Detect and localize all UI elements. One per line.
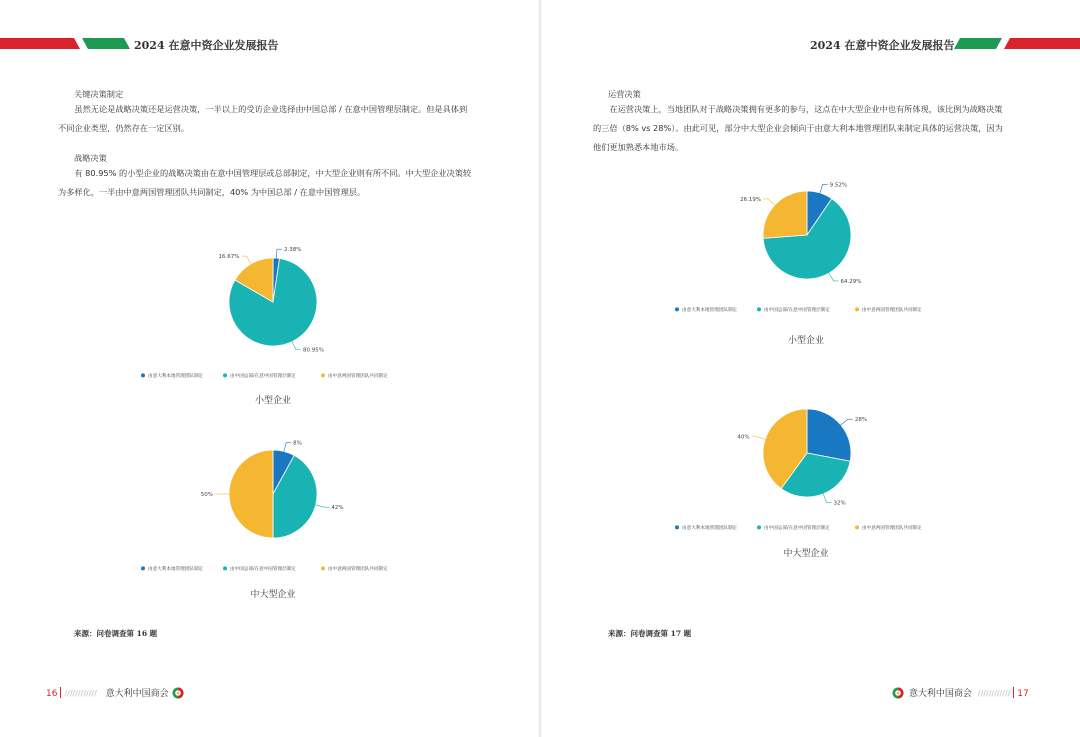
data-label: 42%	[331, 505, 344, 512]
paragraph-line: 虽然无论是战略决策还是运营决策，一半以上的受访企业选择由中国总部 / 在意中国管理层制定。但是具体到	[74, 104, 468, 114]
legend-marker	[321, 373, 325, 377]
footer-slashes: ////////////	[977, 689, 1011, 698]
data-label: 16.67%	[218, 254, 240, 261]
data-label: 80.95%	[303, 347, 324, 354]
legend-marker	[321, 566, 325, 570]
legend-marker	[675, 307, 679, 311]
legend-label: 由中国总部/在意中国管理层制定	[230, 567, 296, 572]
legend-marker	[757, 525, 761, 529]
header-stripe	[954, 38, 1080, 49]
header-stripe	[0, 38, 130, 49]
data-label: 50%	[200, 492, 213, 498]
leader-line	[314, 504, 330, 507]
legend-label: 由意大利本地管理团队制定	[148, 374, 204, 379]
leader-line	[752, 437, 767, 440]
pie-svg	[140, 243, 420, 383]
legend-label: 由中国总部/在意中国管理层制定	[230, 374, 296, 379]
footer	[46, 686, 184, 699]
chart-caption: 小型企业	[254, 396, 291, 406]
header-title: 2024 在意中资企业发展报告	[134, 39, 279, 52]
page-number: 16	[46, 689, 58, 699]
pie-svg	[674, 182, 954, 317]
paragraph-line: 他们更加熟悉本地市场。	[593, 142, 684, 152]
chart-caption: 中大型企业	[250, 590, 296, 600]
chart-caption: 中大型企业	[783, 549, 829, 559]
data-label: 40%	[737, 434, 750, 441]
paragraph-line: 不同企业类型，仍然存在一定区别。	[58, 123, 190, 133]
legend-marker	[141, 566, 145, 570]
legend-marker	[223, 373, 227, 377]
data-label: 9.52%	[829, 182, 848, 189]
org-name: 意大利中国商会	[908, 689, 972, 699]
footer-divider	[60, 687, 61, 698]
legend-label: 由中国总部/在意中国管理层制定	[764, 526, 830, 531]
paragraph-line: 为多样化，一半由中意两国管理团队共同制定，40% 为中国总部 / 在意中国管理层。	[58, 187, 366, 197]
paragraph	[593, 100, 1033, 157]
legend-label: 由中国总部/在意中国管理层制定	[764, 308, 830, 313]
pie-chart-medium-large-operational	[674, 400, 954, 535]
legend-label: 由意大利本地管理团队制定	[682, 526, 738, 531]
legend-label: 由意大利本地管理团队制定	[148, 567, 204, 572]
section-heading: 关键决策制定	[74, 89, 124, 99]
paragraph-line: 有 80.95% 的小型企业的战略决策由在意中国管理层或总部制定，中大型企业则有所不同。中大型企业决策较	[74, 168, 472, 178]
chart-caption: 小型企业	[787, 336, 824, 346]
data-label: 32%	[833, 500, 846, 507]
right-page	[540, 0, 1080, 737]
legend-label: 由中意两国管理团队共同制定	[328, 567, 388, 572]
footer-slashes: ////////////	[64, 689, 97, 698]
data-label: 26.19%	[740, 196, 762, 203]
legend-marker	[757, 307, 761, 311]
section-heading: 运营决策	[608, 89, 641, 99]
legend-marker	[855, 525, 859, 529]
legend-marker	[675, 525, 679, 529]
pie-chart-small-strategic	[140, 243, 420, 383]
source-note: 来源：问卷调查第 17 题	[608, 629, 692, 638]
data-label: 8%	[293, 440, 302, 447]
pie-svg	[140, 436, 420, 576]
page-number: 17	[1017, 689, 1029, 699]
pie-slice-3	[763, 191, 807, 238]
chamber-logo-icon	[172, 687, 184, 699]
source-note: 来源：问卷调查第 16 题	[74, 629, 158, 638]
legend-label: 由意大利本地管理团队制定	[682, 308, 738, 313]
legend-label: 由中意两国管理团队共同制定	[328, 374, 388, 379]
footer-divider	[1013, 687, 1014, 698]
header-title: 2024 在意中资企业发展报告	[810, 39, 955, 52]
legend-label: 由中意两国管理团队共同制定	[862, 308, 922, 313]
paragraph	[58, 100, 498, 138]
pie-svg	[674, 400, 954, 535]
org-name: 意大利中国商会	[105, 689, 169, 699]
data-label: 64.29%	[840, 278, 862, 285]
data-label: 2.38%	[283, 247, 302, 254]
data-label: 28%	[854, 417, 868, 424]
paragraph-line: 的三倍（8% vs 28%）。由此可见，部分中大型企业会倾向于由意大利本地管理团队来制定具体的运营决策，因为	[593, 123, 1003, 133]
pie-slice-3	[229, 450, 273, 538]
legend-label: 由中意两国管理团队共同制定	[862, 526, 922, 531]
legend-marker	[855, 307, 859, 311]
footer	[892, 686, 1029, 699]
chamber-logo-icon	[892, 687, 904, 699]
paragraph	[58, 164, 498, 202]
pie-slice-1	[807, 409, 851, 461]
legend-marker	[223, 566, 227, 570]
pie-chart-small-operational	[674, 182, 954, 317]
pie-chart-medium-large-strategic	[140, 436, 420, 576]
section-heading: 战略决策	[74, 153, 107, 163]
legend-marker	[141, 373, 145, 377]
paragraph-line: 在运营决策上，当地团队对于战略决策拥有更多的参与，这点在中大型企业中也有所体现，该比例为战略决策	[609, 104, 1003, 114]
